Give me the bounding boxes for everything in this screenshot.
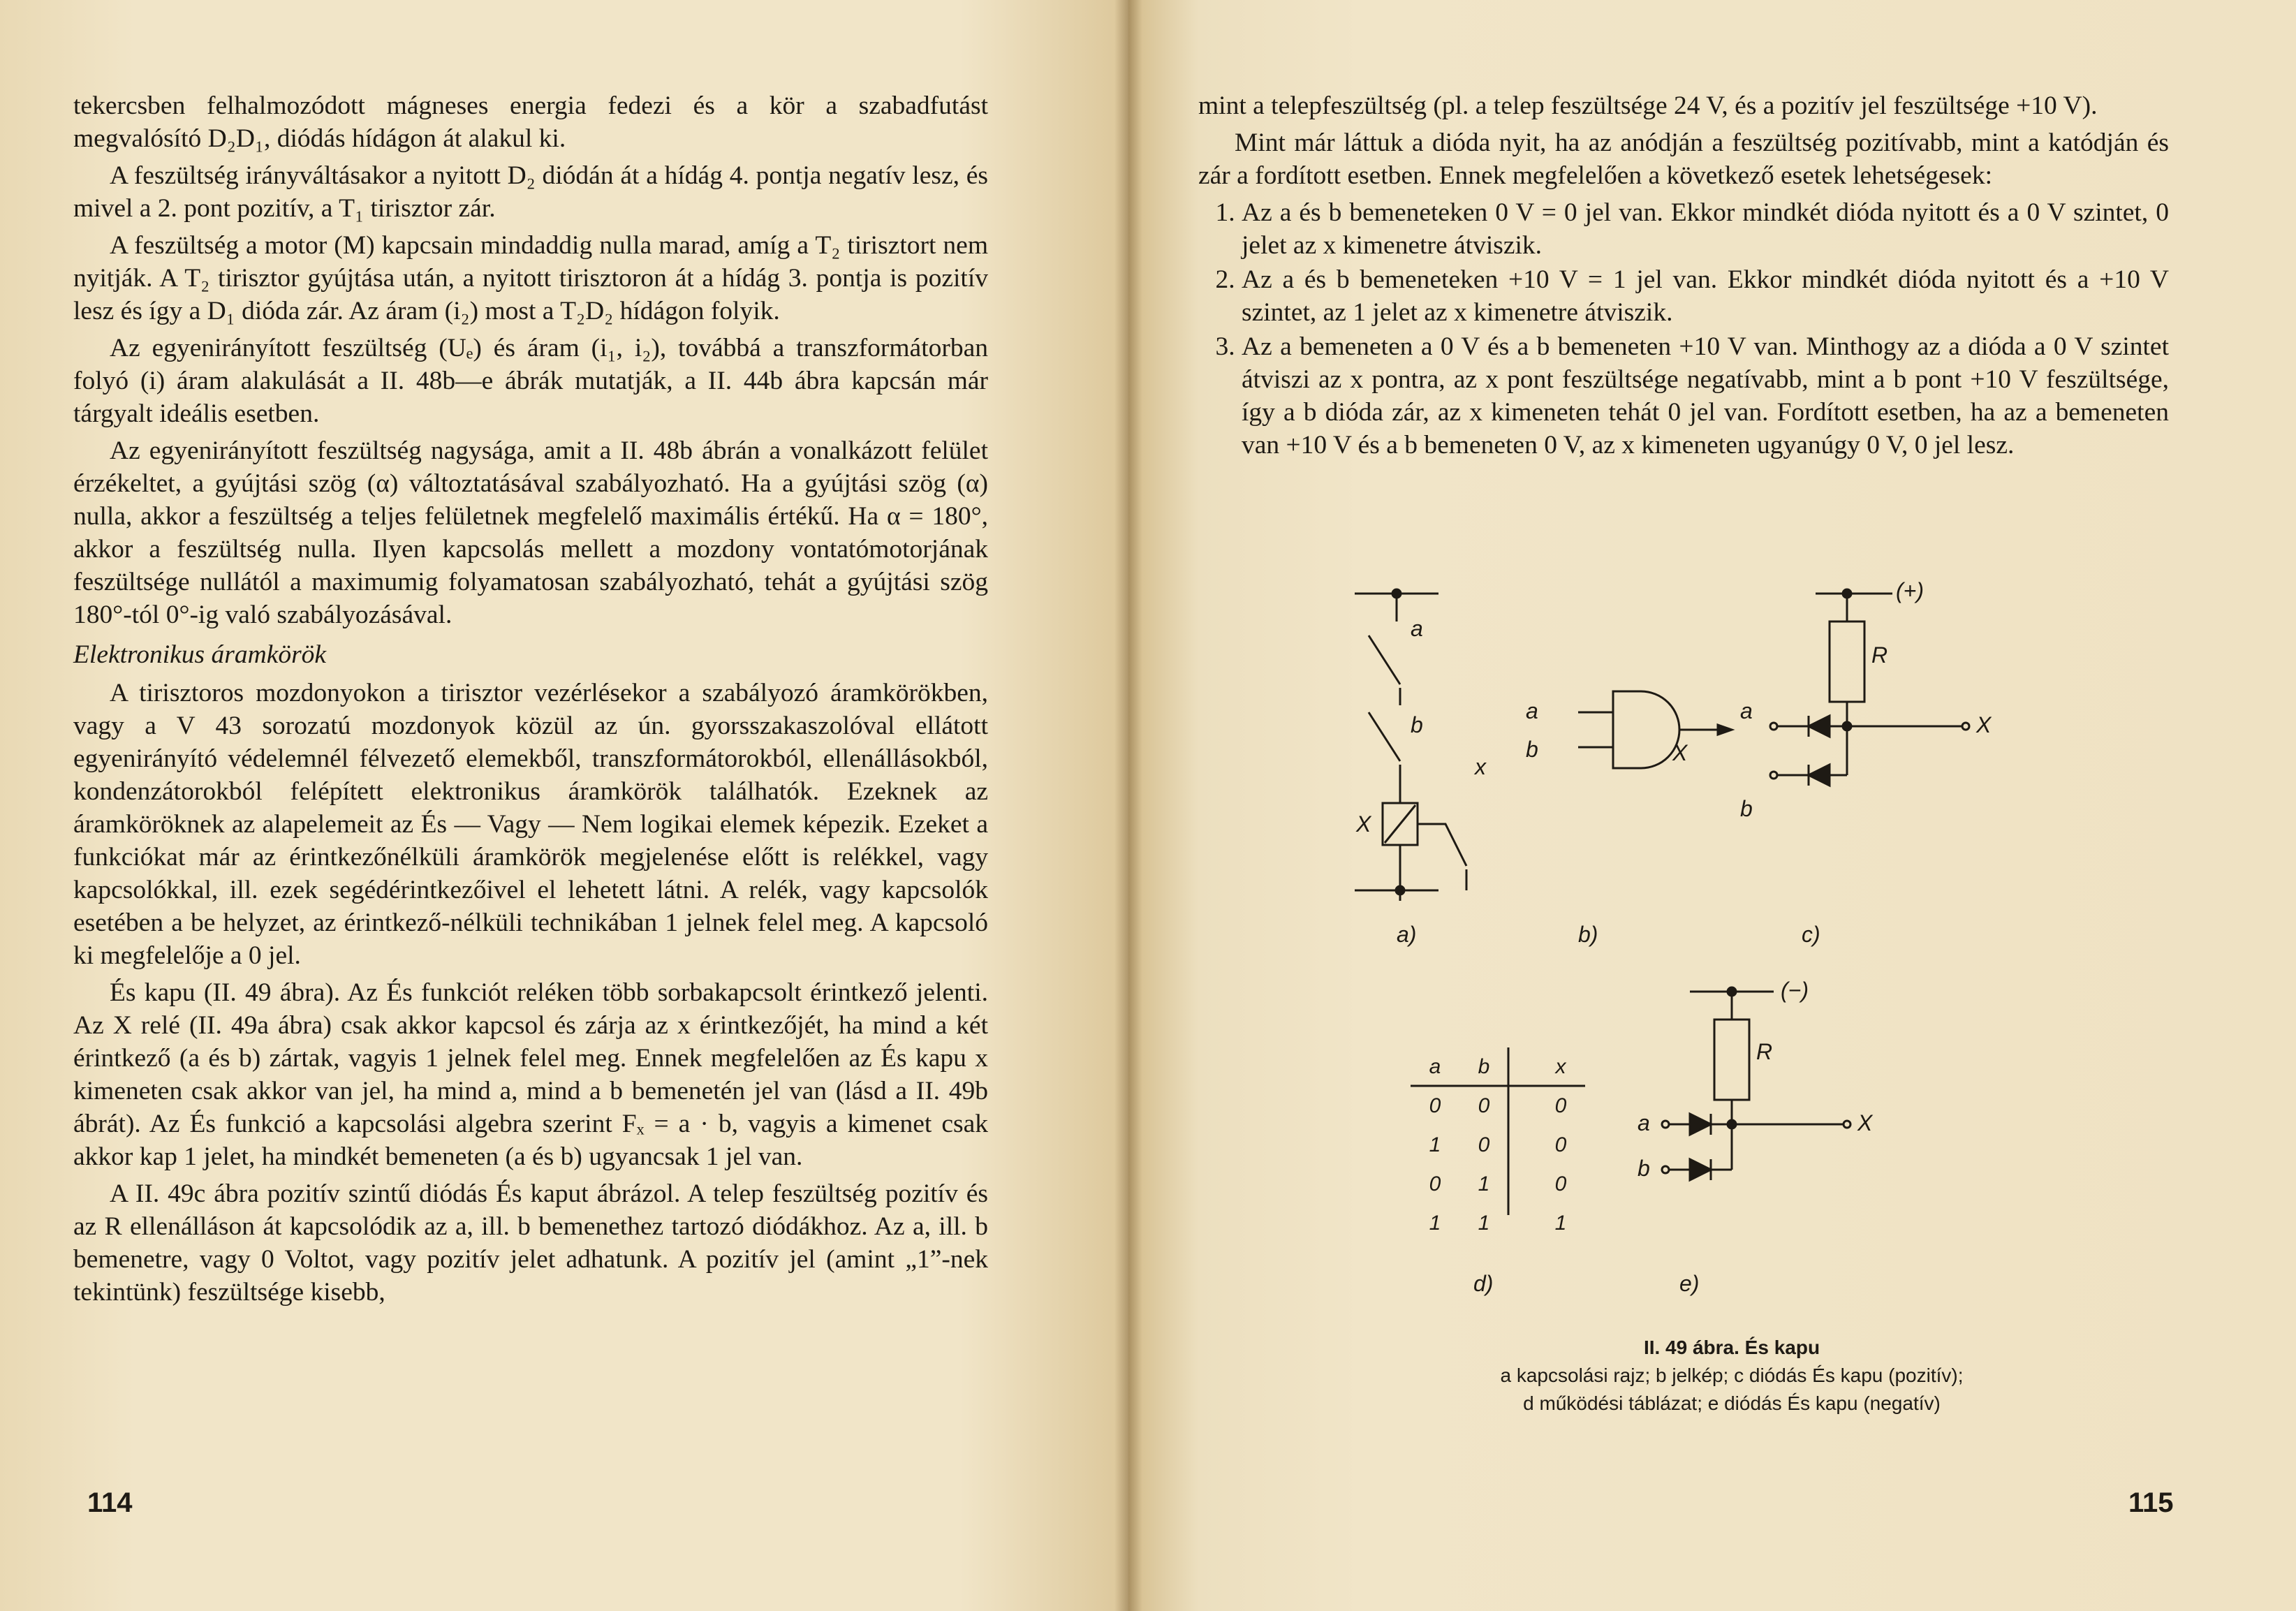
paragraph: mint a telepfeszültség (pl. a telep feszültsége 24 V, és a pozitív jel feszültsége +10 V). <box>1198 91 2098 120</box>
page-number: 114 <box>87 1487 133 1518</box>
input-b-label: b <box>1638 1156 1650 1181</box>
figure-and-gate <box>1313 573 2179 1452</box>
table-cell: 1 <box>1429 1133 1441 1156</box>
paragraph: A feszültség irányváltásakor a nyitott D₂ diódán át a hídág 4. pontja negatív lesz, és mivel a 2. pont pozitív, a T₁ tirisztor zár. <box>73 161 988 223</box>
paragraph: Mint már láttuk a dióda nyit, ha az anódján a feszültség pozitívabb, mint a katódján és zár a fordított esetben. Ennek megfelelően a következő esetek lehetségesek: <box>1198 128 2169 190</box>
subfigure-d-label: d) <box>1473 1271 1494 1296</box>
left-page-text <box>73 89 988 1313</box>
left-page <box>0 0 1128 1611</box>
column-header: a <box>1429 1055 1441 1078</box>
supply-minus-label: (−) <box>1781 978 1809 1003</box>
table-cell: 0 <box>1554 1094 1567 1117</box>
table-cell: 0 <box>1429 1094 1441 1117</box>
table-cell: 1 <box>1478 1212 1490 1235</box>
paragraph: A II. 49c ábra pozitív szintű diódás És kaput ábrázol. A telep feszültség pozitív és az R ellenálláson át kapcsolódik az a, ill. b bemenethez tartozó diódákhoz. Az a, ill. b bemenetre, vagy 0 Voltot, vagy pozitív jelet adhatunk. A pozitív jel (amint „1”-nek tekintünk) feszültsége kisebb, <box>73 1179 988 1307</box>
paragraph: És kapu (II. 49 ábra). Az És funkciót reléken több sorbakapcsolt érintkező jelenti. Az X relé (II. 49a ábra) csak akkor kapcsol és zárja az x érintkezőjét, ha mind a két érintkező (a és b) zártak, vagyis 1 jelnek felel meg. Ennek megfelelően az És kapu x kimeneten csak akkor van jel, ha mind a, mind a b bemenetén jel van (lásd a II. 49b ábrát). Az És funkció a kapcsolási algebra szerint Fₓ = a · b, vagyis a kimenet csak akkor kap 1 jelet, ha mindkét bemeneten (a és b) ugyancsak 1 jel van. <box>73 978 988 1171</box>
book-gutter <box>1114 0 1142 1611</box>
switch-a-label: a <box>1411 616 1423 641</box>
paragraph: A feszültség a motor (M) kapcsain mindaddig nulla marad, amíg a T₂ tirisztort nem nyitják. A T₂ tirisztor gyújtása után, a nyitott tirisztoron át a hídág 3. pontja is pozitív lesz és így a D₁ dióda zár. Az áram (i₂) most a T₂D₂ hídágon folyik. <box>73 231 988 325</box>
resistor-r-label: R <box>1871 642 1888 668</box>
subfigure-a-label: a) <box>1397 922 1417 947</box>
caption-title: II. 49 ábra. És kapu <box>1643 1337 1820 1358</box>
output-x-label: X <box>1857 1110 1873 1135</box>
table-cell: 0 <box>1478 1094 1490 1117</box>
table-row <box>1411 1165 1585 1204</box>
paragraph: A tirisztoros mozdonyokon a tirisztor vezérlésekor a szabályozó áramkörökben, vagy a V 43 sorozatú mozdonyok közül az ún. gyorsszakaszolóval ellátott egyenirányító védelemnél félvezető elemekből, transzformátorokból, ellenállásokból, kondenzátorokból felépített elektronikus áramkörök találhatók. Ezeknek az áramköröknek az alapelemeit az És — Vagy — Nem logikai elemek képezik. Ezeket a funkciókat már az érintkezőnélküli áramkörök megjelenése előtt is relékkel, vagy kapcsolókkal, ill. ezek segédérintkezőivel el lehetett látni. A relék, vagy kapcsolók esetében a be helyzet, az érintkező-nélküli technikában 1 jelnek felel meg. A kapcsoló ki megfelelője a 0 jel. <box>73 679 988 970</box>
switch-b-label: b <box>1411 712 1423 737</box>
table-cell: 0 <box>1554 1133 1567 1156</box>
table-row <box>1411 1126 1585 1165</box>
gate-output-x-label: X <box>1672 740 1688 765</box>
output-x-label: X <box>1976 712 1992 737</box>
gate-input-b-label: b <box>1526 737 1538 762</box>
column-header: b <box>1478 1055 1490 1078</box>
caption-line: a kapcsolási rajz; b jelkép; c diódás És kapu (pozitív); <box>1500 1364 1964 1386</box>
contact-x-label: x <box>1475 754 1486 779</box>
supply-plus-label: (+) <box>1896 578 1924 603</box>
truth-table <box>1411 1047 1585 1243</box>
input-a-label: a <box>1740 698 1753 723</box>
table-row <box>1411 1204 1585 1243</box>
section-heading: Elektronikus áramkörök <box>73 640 327 669</box>
table-cell: 1 <box>1429 1212 1441 1235</box>
input-b-label: b <box>1740 796 1753 821</box>
table-cell: 0 <box>1478 1133 1490 1156</box>
paragraph: tekercsben felhalmozódott mágneses energia fedezi és a kör a szabadfutást megvalósító D₂D₁, diódás hídágon át alakul ki. <box>73 91 988 153</box>
gate-input-a-label: a <box>1526 698 1538 723</box>
case-list <box>1198 196 2169 462</box>
subfigure-e-label: e) <box>1679 1271 1700 1296</box>
paragraph: Az egyenirányított feszültség nagysága, amit a II. 48b ábrán a vonalkázott felület érzékeltet, a gyújtási szög (α) változtatásával szabályozható. Ha a gyújtási szög (α) nulla, akkor a feszültség a teljes felületnek megfelelő maximális értékű. Ha α = 180°, akkor a feszültség nulla. Ilyen kapcsolás mellett a mozdony vontatómotorjának feszültsége nullától a maximumig folyamatosan szabályozható, tehát a gyújtási szög 180°-tól 0°-ig való szabályozásával. <box>73 436 988 629</box>
page-number: 115 <box>2128 1487 2174 1518</box>
right-page-text <box>1198 89 2169 463</box>
column-header: x <box>1555 1055 1566 1078</box>
paragraph: Az egyenirányított feszültség (Uₑ) és áram (i₁, i₂), továbbá a transzformátorban folyó (i) áram alakulását a II. 48b—e ábrák mutatják, a II. 44b ábra kapcsán már tárgyalt ideális esetben. <box>73 334 988 428</box>
table-cell: 0 <box>1429 1172 1441 1196</box>
subfigure-b-label: b) <box>1578 922 1598 947</box>
table-header-row <box>1411 1047 1585 1087</box>
figure-caption <box>1341 1334 2123 1418</box>
caption-line: d működési táblázat; e diódás És kapu (negatív) <box>1523 1392 1941 1414</box>
subfigure-c-label: c) <box>1802 922 1820 947</box>
table-cell: 1 <box>1478 1172 1490 1196</box>
resistor-r-label: R <box>1756 1039 1773 1064</box>
list-item: 2. Az a és b bemeneteken +10 V = 1 jel van. Ekkor mindkét dióda nyitott és a +10 V szintet, az 1 jelet az x kimenetre átviszik. <box>1242 263 2169 329</box>
table-cell: 0 <box>1554 1172 1567 1196</box>
table-cell: 1 <box>1554 1212 1567 1235</box>
list-item: 1. Az a és b bemeneteken 0 V = 0 jel van. Ekkor mindkét dióda nyitott és a 0 V szintet, 0 jelet az x kimenetre átviszik. <box>1242 196 2169 262</box>
relay-x-label: X <box>1356 811 1371 837</box>
table-row <box>1411 1087 1585 1126</box>
list-item: 3. Az a bemeneten a 0 V és a b bemeneten +10 V van. Minthogy az a dióda a 0 V szintet átviszi az x pontra, az x pont feszültsége negatívabb, mint a b pont +10 V feszültsége, így a b dióda zár, az x kimeneten tehát 0 jel van. Fordított esetben, ha az a bemeneten van +10 V és a b bemeneten 0 V, az x kimeneten ugyanúgy 0 V, 0 jel lesz. <box>1242 330 2169 462</box>
input-a-label: a <box>1638 1110 1650 1135</box>
